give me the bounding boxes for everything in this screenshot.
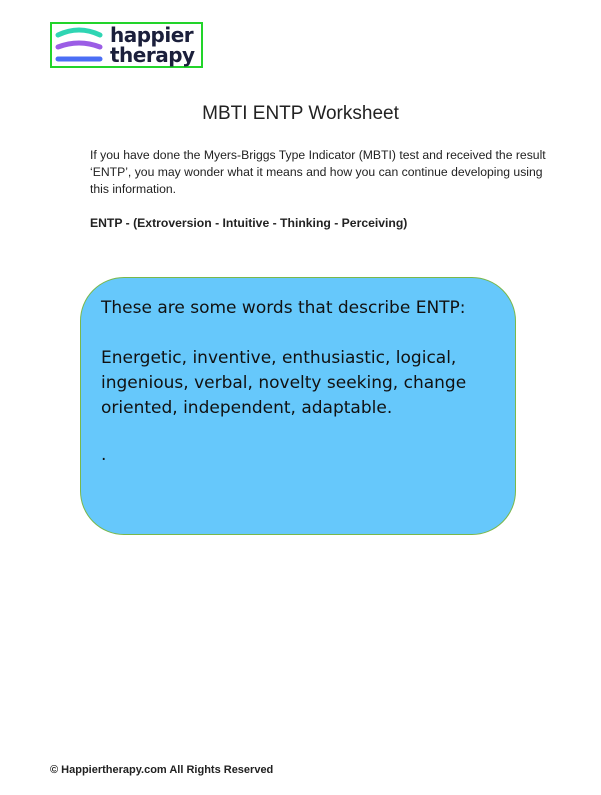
bubble-words: Energetic, inventive, enthusiastic, logical, ingenious, verbal, novelty seeking, change oriented, independent, adaptable. [101, 348, 467, 418]
type-subheading: ENTP - (Extroversion - Intuitive - Thinking - Perceiving) [90, 216, 408, 230]
brand-logo [50, 22, 203, 68]
bubble-dot: . [101, 445, 107, 465]
logo-text-line2: therapy [110, 43, 195, 67]
bubble-heading: These are some words that describe ENTP: [101, 298, 466, 318]
logo-text-line1: happier [110, 23, 194, 47]
description-bubble [80, 277, 516, 535]
page-title: MBTI ENTP Worksheet [202, 103, 399, 124]
footer-copyright: © Happiertherapy.com All Rights Reserved [50, 764, 274, 776]
intro-paragraph: If you have done the Myers-Briggs Type Indicator (MBTI) test and received the result ‘ENTP’, you may wonder what it means and how you can continue developing using this information. [90, 148, 546, 196]
logo-waves-icon [55, 27, 103, 65]
